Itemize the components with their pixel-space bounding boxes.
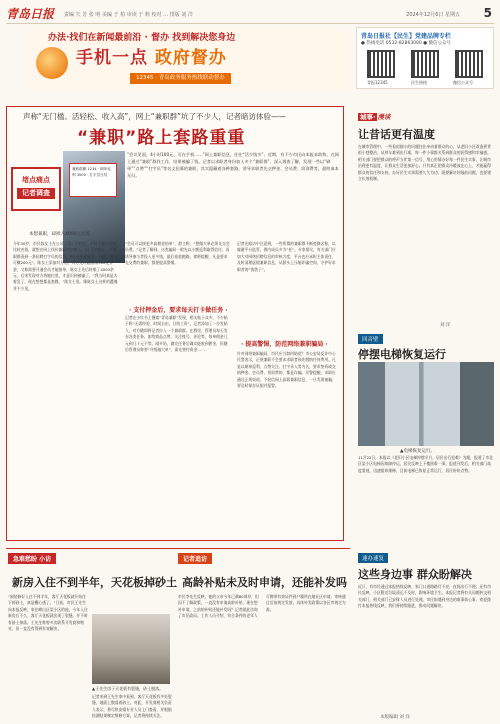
column-body: 在城市管理中，一些看似细小的问题往往牵动着群众的心。从老旧小区改造到背街小巷整治，从停车难到出行难，每一件小事都关系到群众的获得感和幸福感。相关部门要把群众的呼声当作第一信号，用心用情办好每一件民生实事，让城市治理更有温度，让群众生活更加舒心。只有真正把群众冷暖放在心上，才能赢得群众的信任和支持。办好民生实事需要久久为功，既要解决好眼前问题，也要建立长效机制。 xyxy=(358,144,491,182)
banner-top-line: 办法·找们在新闻最前沿 · 督办 找到解决您身边 xyxy=(48,33,236,43)
column-tag xyxy=(358,112,390,121)
bottom-left-tag: 急难愁盼 小访 xyxy=(8,553,56,564)
article-column-4: 针对网络兼职骗局，市民应当如何防范？市公安局反诈中心民警表示，正规兼职不会要求求职者预先缴纳任何费用。凡是以刷单返利、点赞关注、打字录入等为名，要求垫资或交纳押金、会员费、培训费的，都是诈骗。民警提醒，求职应通过正规渠道，不轻信网上高薪兼职信息，一旦发现被骗，要及时保存证据并报警。 xyxy=(237,351,336,389)
elevator-photo xyxy=(358,362,494,446)
banner-subline: 12345 · 青岛政务服务热线联动督办 xyxy=(130,73,231,84)
feature-article xyxy=(6,106,344,541)
section-label xyxy=(11,167,61,211)
bottom-mid-title: 高龄补贴未及时申请，还能补发吗 xyxy=(182,576,347,589)
bottom-mid-tag: 记者追访 xyxy=(178,553,212,564)
article-column-1: 今年30岁，市民陈女士在公司上班工作稳定，平时下班后时间比较充裕，就想在网上找份兼职增加收入。11月初她在一个兼职群看到一条招聘打字员的信息，称“在家就能做，日结，每天可赚200元”。陈女士添加对方后，对方先让她缴纳300元押金，又称需要开通会员才能接单，陈女士先后转账了4000余元，后来发现对方将她拉黑，才意识到被骗了。“我当时真是太着急了，现在想想都是套路。”陈女士说。像陈女士这样的遭遇并不少见。 xyxy=(13,241,118,291)
page-footer: 本版编辑 刘 洋 xyxy=(380,715,410,720)
qr-subtitle: ● 热线电话 0532-82863000 ● 微信公众号 xyxy=(361,41,452,46)
banner-headline xyxy=(76,43,227,68)
article-column-3: 记者在暗访中注意到，一些所谓的兼职群不断变换名称，以躲避平台监管，群内成员多为“托”。专家建议，有关部门应加大对网络招聘信息的审核力度，平台也应承担主体责任，及时清理虚假兼职信息，从源头上压缩诈骗空间，守护好求职者的“钱袋子”。 xyxy=(237,241,336,272)
section-label-1: 堵点痛点 xyxy=(22,176,50,184)
column-author: 刘 洋 xyxy=(440,323,451,328)
bottom-mid-body: 市民李先生反映，他的父亲今年已满80周岁，但因不了解政策，一直没有申请高龄补贴，现在想补申请，之前的补贴还能补发吗？记者就此咨询了市民政局。工作人员介绍，符合条件的老年人可携带有效证件到户籍所在地社区申请，审核通过后按规定发放，具体补发政策以各区市规定为准。 xyxy=(178,594,346,619)
ceiling-caption: ▲王先生房子天花板有裂缝，砂土脱落。 xyxy=(92,686,164,691)
newspaper-logo: 青岛日报 xyxy=(6,7,55,21)
qr-code-icon[interactable] xyxy=(367,50,395,78)
article-headline: “兼职”路上套路重重 xyxy=(77,128,246,148)
photo-inset-text: 兼职群聊 1234 · 刷单返利 3000 · 打字员日结 xyxy=(69,163,117,197)
qr-label: 民生热线 xyxy=(411,80,427,85)
quick-reply-body: 近日，有市民通过本报热线反映，家门口道路路灯不亮，夜间出行不便；还有市民反映，小区附近垃圾清运不及时，影响环境卫生。本报记者将有关问题转交相关部门，相关部门已安排人员进行处理。市民如遇到身边的难事烦心事，欢迎拨打本报热线反映，我们将持续跟进，推动问题解决。 xyxy=(358,584,491,609)
bottom-left-body-2: 记者来到王先生家中看到，客厅天花板有多处裂缝，地面上散落着砂土。对此，开发商相关负责人表示，将尽快安排专业人员上门查看，并根据检测结果制定维修方案。记者将持续关注。 xyxy=(92,694,172,719)
article-column-2: 记者在小红书上搜索“青岛兼职”发现，相关帖子众多，不少帖子称“无需经验，时间自由，日结工资”。记者添加了一位发帖人，对方随即将记者拉入一个兼职群。在群里，管理员每天发布各类任务，如给商品点赞、关注账号、评论等，每单佣金几元到几十元不等。刚开始，做完任务后确实能收到佣金，但随后管理员称要“升级做大单”，需先垫付资金…… xyxy=(125,315,228,353)
banner-main-1: 手机一点 xyxy=(76,48,148,68)
quick-reply-tag: 速办速复 xyxy=(358,553,388,563)
article-kicker: 声称“无门槛、活轻松、收入高”，网上“兼职群”坑了不少人，记者暗访体验—— xyxy=(23,112,287,121)
quick-reply-title: 这些身边事 群众盼解决 xyxy=(358,568,472,581)
feedback-title: 停摆电梯恢复运行 xyxy=(358,348,446,361)
qr-title: 青岛日报社【民生】党建品牌专栏 xyxy=(361,33,452,40)
bottom-left-title: 新房入住不到半年，天花板掉砂土 xyxy=(12,576,177,589)
photo-caption: 本想兼职，却掉入4000元大坑 xyxy=(29,232,90,237)
column-title: 让昔话更有温度 xyxy=(358,128,435,141)
hotline-banner xyxy=(30,27,350,89)
staff-line: 责编 矢 芳 张 明 美编 于 柏 审读 于 莉 校对 … 排版 刘 洋 xyxy=(64,12,193,18)
banner-main-2: 政府督办 xyxy=(154,48,227,68)
column-tag-text: 城事· xyxy=(360,113,376,121)
qr-label: 青报12345 xyxy=(367,80,388,85)
article-lead: “会议见面，4小时100元，可在手机……”网上兼职信息，往往“活少钱多”。近期，有不少市民向本报求助称，在网上通过“兼职”群找工作，结果被骗了钱。记者以求职者身份加入多个“兼职群”，深入调查了解，发现一些以“刷单”“点赞”“打字员”等名义招募的兼职，其实隐藏着各种套路，诱导求职者先交押金、会员费、培训费等，最终血本无归。 xyxy=(127,152,339,178)
qr-code-icon[interactable] xyxy=(455,50,483,78)
issue-date: 2024年12月6日 星期五 xyxy=(406,12,460,18)
section-label-2: 记者调查 xyxy=(17,188,55,199)
qr-promo xyxy=(356,27,494,89)
feedback-body: 11月22日，本报以《老旧小区电梯停摆半月，居民出行犯难》为题，报道了市北区某小区电梯因故障停运，居民反映上下楼困难一事。报道刊发后，相关部门高度重视，迅速组织维修，目前电梯已恢复正常运行，居民纷纷点赞。 xyxy=(358,455,493,473)
article-column-2a: “会员可以接更多高佣金的单”，群主称，“想做大单必须先交会员费。”记者了解到，这类骗局一般先以小额返利取得信任，再诱导参与者投入更多钱，最后卷款跑路。律师提醒，凡是要求先交费的兼职，都要提高警惕。 xyxy=(125,241,230,266)
elevator-caption: ▲电梯恢复运行。 xyxy=(400,449,435,454)
divider xyxy=(6,548,350,549)
bottom-left-body-1: “刚装修好入住不到半年，客厅天花板就开始往下掉砂土，真是糟心透了。”日前，市民王先生向本报反映，家住崂山区某小区的他，今年入住新房后不久，客厅天花板就出现了裂缝，并不时有砂土掉落。王先生称曾多次联系开发商和物业，但一直没有得到有效解决。 xyxy=(8,594,88,632)
qr-label: 微信公众号 xyxy=(453,80,473,85)
subhead-2: · 提高警惕，防范网络兼职骗局 · xyxy=(239,339,330,348)
subhead-1: · 支付押金后，要求每天打卡做任务 · xyxy=(127,305,230,314)
page-number: 5 xyxy=(483,6,492,20)
qr-code-icon[interactable] xyxy=(411,50,439,78)
feedback-tag: 回音壁 xyxy=(358,334,383,344)
ceiling-photo xyxy=(92,614,170,684)
megaphone-icon xyxy=(36,47,68,79)
masthead xyxy=(6,4,494,24)
column-tag-em: 漫谈 xyxy=(377,113,391,121)
